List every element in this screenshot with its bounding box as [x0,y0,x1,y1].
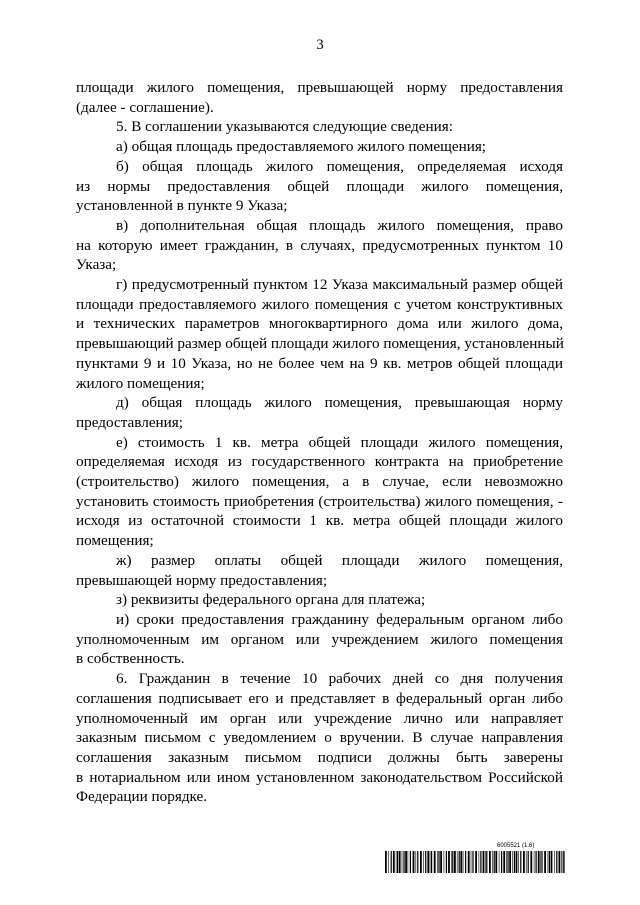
barcode-bar [427,851,429,873]
text-line: площади предоставляемого жилого помещения с учетом конструктивных [76,295,563,313]
barcode-bar [520,851,521,873]
text-line: Указа; [76,256,117,274]
barcode-bar [420,851,422,873]
text-line: и технических параметров многоквартирного дома или жилого дома, [76,315,563,333]
barcode-bar [556,851,557,873]
text-line: д) общая площадь жилого помещения, превышающая норму [116,394,563,412]
text-line: в нотариальном или ином установленном законодательством Российской [76,768,563,786]
barcode-bar [465,851,466,873]
barcode-bar [423,851,424,873]
barcode-bar [540,851,541,873]
barcode-bar [475,851,477,873]
text-line: ж) размер оплаты общей площади жилого помещения, [116,551,563,569]
barcode-bar [523,851,525,873]
barcode-bar [495,851,497,873]
barcode-bar [434,851,436,873]
barcode-bar [446,851,447,873]
barcode-bar [408,851,409,873]
text-line: превышающей норму предоставления; [76,571,328,589]
barcode-bar [388,851,389,873]
barcode-bar [503,851,505,873]
text-line: из нормы предоставления общей площади жилого помещения, [76,177,563,195]
barcode-bar [448,851,450,873]
barcode-bar [536,851,537,873]
barcode-bar [430,851,431,873]
barcode-bar [391,851,392,873]
text-line: заказным письмом с уведомлением о вручении. В случае направления [76,729,563,747]
barcode-bar [534,851,535,873]
barcode-bar [385,851,387,873]
barcode-bar [397,851,398,873]
barcode-bar [541,851,542,873]
barcode-bar [405,851,407,873]
barcode-bar [549,851,550,873]
barcode-bar [485,851,486,873]
text-line: в собственность. [76,650,185,668]
barcode-bar [528,851,529,873]
barcode-bar [438,851,439,873]
document-code: 6005521 (1.6) [497,843,535,849]
barcode-bar [451,851,452,873]
text-line: (строительство) жилого помещения, а в случае, если невозможно [76,473,563,491]
barcode-bar [452,851,453,873]
barcode-bar [492,851,493,873]
barcode [385,851,565,873]
barcode-bar [544,851,546,873]
barcode-bar [563,851,564,873]
text-line: определяемая исходя из государственного контракта на приобретение [76,453,563,471]
barcode-bar [561,851,562,873]
text-line: е) стоимость 1 кв. метра общей площади жилого помещения, [116,433,563,451]
text-line: Федерации порядке. [76,788,208,806]
text-line: г) предусмотренный пунктом 12 Указа максимальный размер общей [116,276,563,294]
barcode-bar [551,851,553,873]
text-line: пунктами 9 и 10 Указа, но не более чем на 9 кв. метров общей площади [76,354,563,372]
barcode-bar [506,851,507,873]
barcode-bar [459,851,460,873]
barcode-bar [417,851,418,873]
text-line: з) реквизиты федерального органа для платежа; [116,591,426,609]
barcode-bar [413,851,415,873]
barcode-bar [483,851,485,873]
barcode-bar [538,851,540,873]
barcode-bar [489,851,491,873]
barcode-bar [526,851,527,873]
barcode-bar [431,851,432,873]
barcode-bar [440,851,442,873]
barcode-bar [463,851,464,873]
barcode-bar [507,851,508,873]
barcode-bar [479,851,480,873]
text-line: 5. В соглашении указываются следующие сведения: [116,118,453,136]
barcode-bar [454,851,456,873]
barcode-bar [514,851,515,873]
text-line: соглашения подписывает его и представляет в федеральный орган либо [76,689,563,707]
text-line: установленной в пункте 9 Указа; [76,197,288,215]
barcode-bar [444,851,445,873]
text-line: предоставления; [76,413,184,431]
text-line: помещения; [76,532,154,550]
barcode-bar [499,851,500,873]
barcode-bar [530,851,532,873]
barcode-bar [486,851,487,873]
barcode-bar [437,851,438,873]
text-line: в) дополнительная общая площадь жилого помещения, право [116,216,563,234]
text-line: превышающий размер общей площади жилого помещения, установленный [76,335,564,353]
barcode-bar [559,851,561,873]
page-number: 3 [316,37,324,53]
barcode-bar [471,851,472,873]
barcode-bar [494,851,495,873]
text-line: и) сроки предоставления гражданину федеральным органом либо [116,610,563,628]
text-line: 6. Гражданин в течение 10 рабочих дней со дня получения [116,670,563,688]
barcode-bar [460,851,462,873]
barcode-bar [512,851,513,873]
text-line: жилого помещения; [76,374,205,392]
text-line: уполномоченным им органом или учреждением жилого помещения [76,630,563,648]
text-line: (далее - соглашение). [76,98,214,116]
text-line: а) общая площадь предоставляемого жилого помещения; [116,138,487,156]
text-line: площади жилого помещения, превышающей норму предоставления [76,79,563,96]
barcode-bar [403,851,404,873]
barcode-bar [548,851,549,873]
barcode-bar [472,851,473,873]
barcode-bar [554,851,555,873]
text-line: уполномоченный им орган или учреждение лично или направляет [76,709,563,727]
barcode-bar [399,851,401,873]
barcode-bar [501,851,502,873]
text-line: исходя из остаточной стоимости 1 кв. метра общей площади жилого [76,512,563,530]
barcode-bar [457,851,458,873]
barcode-bar [410,851,411,873]
barcode-bar [416,851,417,873]
barcode-bar [468,851,470,873]
barcode-bar [393,851,395,873]
barcode-bar [516,851,518,873]
document-body [76,78,563,807]
text-line: соглашения заказным письмом подписи должны быть заверены [76,748,563,766]
text-line: на которую имеет гражданин, в случаях, предусмотренных пунктом 10 [76,236,563,254]
barcode-bar [425,851,426,873]
barcode-bar [480,851,481,873]
text-line: установить стоимость приобретения (строительства) жилого помещения, - [76,492,563,510]
barcode-bar [518,851,519,873]
barcode-bar [402,851,403,873]
barcode-bar [564,851,565,873]
barcode-bar [509,851,511,873]
barcode-bar [396,851,397,873]
text-line: б) общая площадь жилого помещения, определяемая исходя [116,157,563,175]
